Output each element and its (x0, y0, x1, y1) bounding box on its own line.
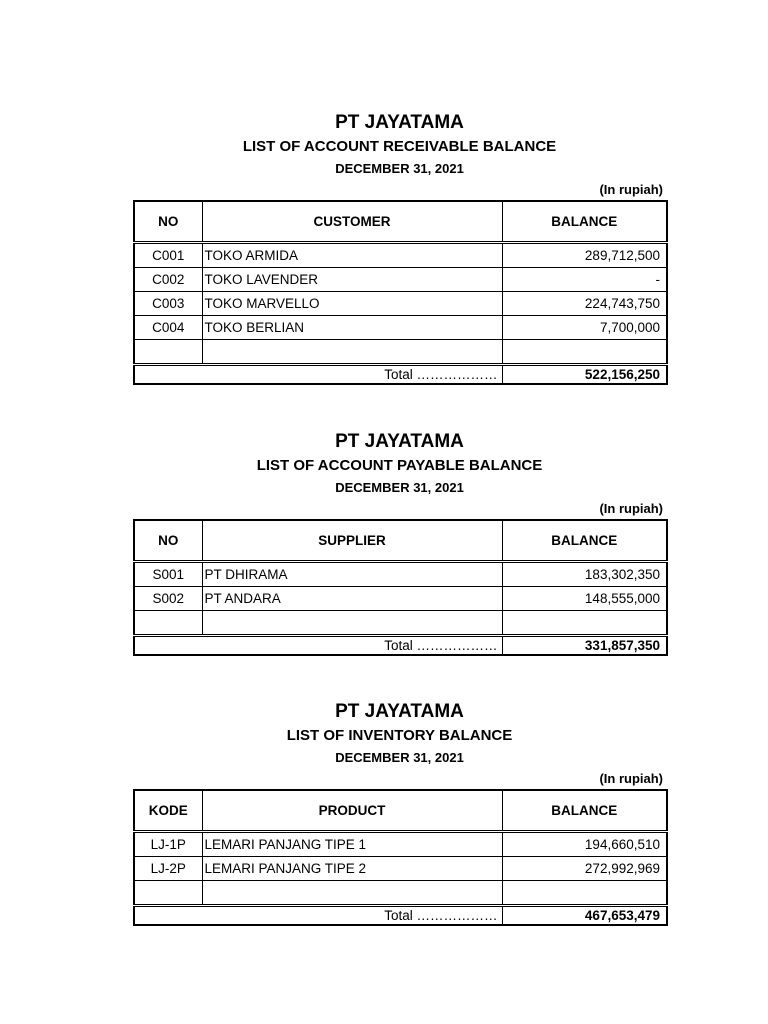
row-name: TOKO BERLIAN (202, 316, 502, 340)
row-balance: 7,700,000 (502, 316, 667, 340)
table-row (134, 292, 667, 316)
inventory-table (133, 789, 668, 926)
row-name: TOKO ARMIDA (202, 243, 502, 268)
total-row (134, 365, 667, 385)
report-title: LIST OF INVENTORY BALANCE (286, 727, 513, 744)
row-name: LEMARI PANJANG TIPE 2 (202, 857, 502, 881)
currency-unit: (In rupiah) (599, 501, 663, 516)
receivable-table (133, 200, 668, 385)
column-header-product: PRODUCT (202, 790, 502, 832)
inventory-section (133, 701, 666, 926)
row-balance: 194,660,510 (502, 832, 667, 857)
column-header-no: NO (134, 201, 202, 243)
total-row (134, 636, 667, 656)
table-row (134, 268, 667, 292)
payable-table (133, 519, 668, 656)
row-balance: 148,555,000 (502, 587, 667, 611)
row-name: LEMARI PANJANG TIPE 1 (202, 832, 502, 857)
empty-row (134, 340, 667, 365)
total-value: 331,857,350 (502, 636, 667, 656)
row-name: PT DHIRAMA (202, 562, 502, 587)
table-header-row (134, 790, 667, 832)
row-balance: - (502, 268, 667, 292)
currency-unit: (In rupiah) (599, 182, 663, 197)
row-name: TOKO MARVELLO (202, 292, 502, 316)
report-title: LIST OF ACCOUNT RECEIVABLE BALANCE (242, 138, 557, 155)
row-code: S001 (134, 562, 202, 587)
row-code: S002 (134, 587, 202, 611)
receivable-section (133, 112, 666, 385)
column-header-customer: CUSTOMER (202, 201, 502, 243)
report-date: DECEMBER 31, 2021 (335, 480, 464, 495)
column-header-balance: BALANCE (502, 790, 667, 832)
empty-row (134, 611, 667, 636)
row-code: C001 (134, 243, 202, 268)
row-balance: 224,743,750 (502, 292, 667, 316)
total-label: Total ……………… (134, 636, 502, 656)
row-name: PT ANDARA (202, 587, 502, 611)
column-header-no: NO (134, 520, 202, 562)
row-code: LJ-1P (134, 832, 202, 857)
company-name: PT JAYATAMA (335, 701, 464, 722)
company-name: PT JAYATAMA (335, 431, 464, 452)
table-header-row (134, 201, 667, 243)
column-header-balance: BALANCE (502, 201, 667, 243)
table-row (134, 857, 667, 881)
table-row (134, 316, 667, 340)
table-row (134, 587, 667, 611)
row-code: C002 (134, 268, 202, 292)
table-row (134, 832, 667, 857)
total-label: Total ……………… (134, 906, 502, 926)
total-value: 522,156,250 (502, 365, 667, 385)
currency-unit: (In rupiah) (599, 771, 663, 786)
table-row (134, 243, 667, 268)
empty-row (134, 881, 667, 906)
row-balance: 272,992,969 (502, 857, 667, 881)
column-header-balance: BALANCE (502, 520, 667, 562)
total-row (134, 906, 667, 926)
total-value: 467,653,479 (502, 906, 667, 926)
table-row (134, 562, 667, 587)
total-label: Total ……………… (134, 365, 502, 385)
column-header-supplier: SUPPLIER (202, 520, 502, 562)
row-code: C003 (134, 292, 202, 316)
row-balance: 289,712,500 (502, 243, 667, 268)
row-code: LJ-2P (134, 857, 202, 881)
report-date: DECEMBER 31, 2021 (335, 750, 464, 765)
column-header-kode: KODE (134, 790, 202, 832)
payable-section (133, 431, 666, 656)
row-balance: 183,302,350 (502, 562, 667, 587)
report-title: LIST OF ACCOUNT PAYABLE BALANCE (256, 457, 543, 474)
company-name: PT JAYATAMA (335, 112, 464, 133)
row-code: C004 (134, 316, 202, 340)
report-date: DECEMBER 31, 2021 (335, 161, 464, 176)
row-name: TOKO LAVENDER (202, 268, 502, 292)
table-header-row (134, 520, 667, 562)
